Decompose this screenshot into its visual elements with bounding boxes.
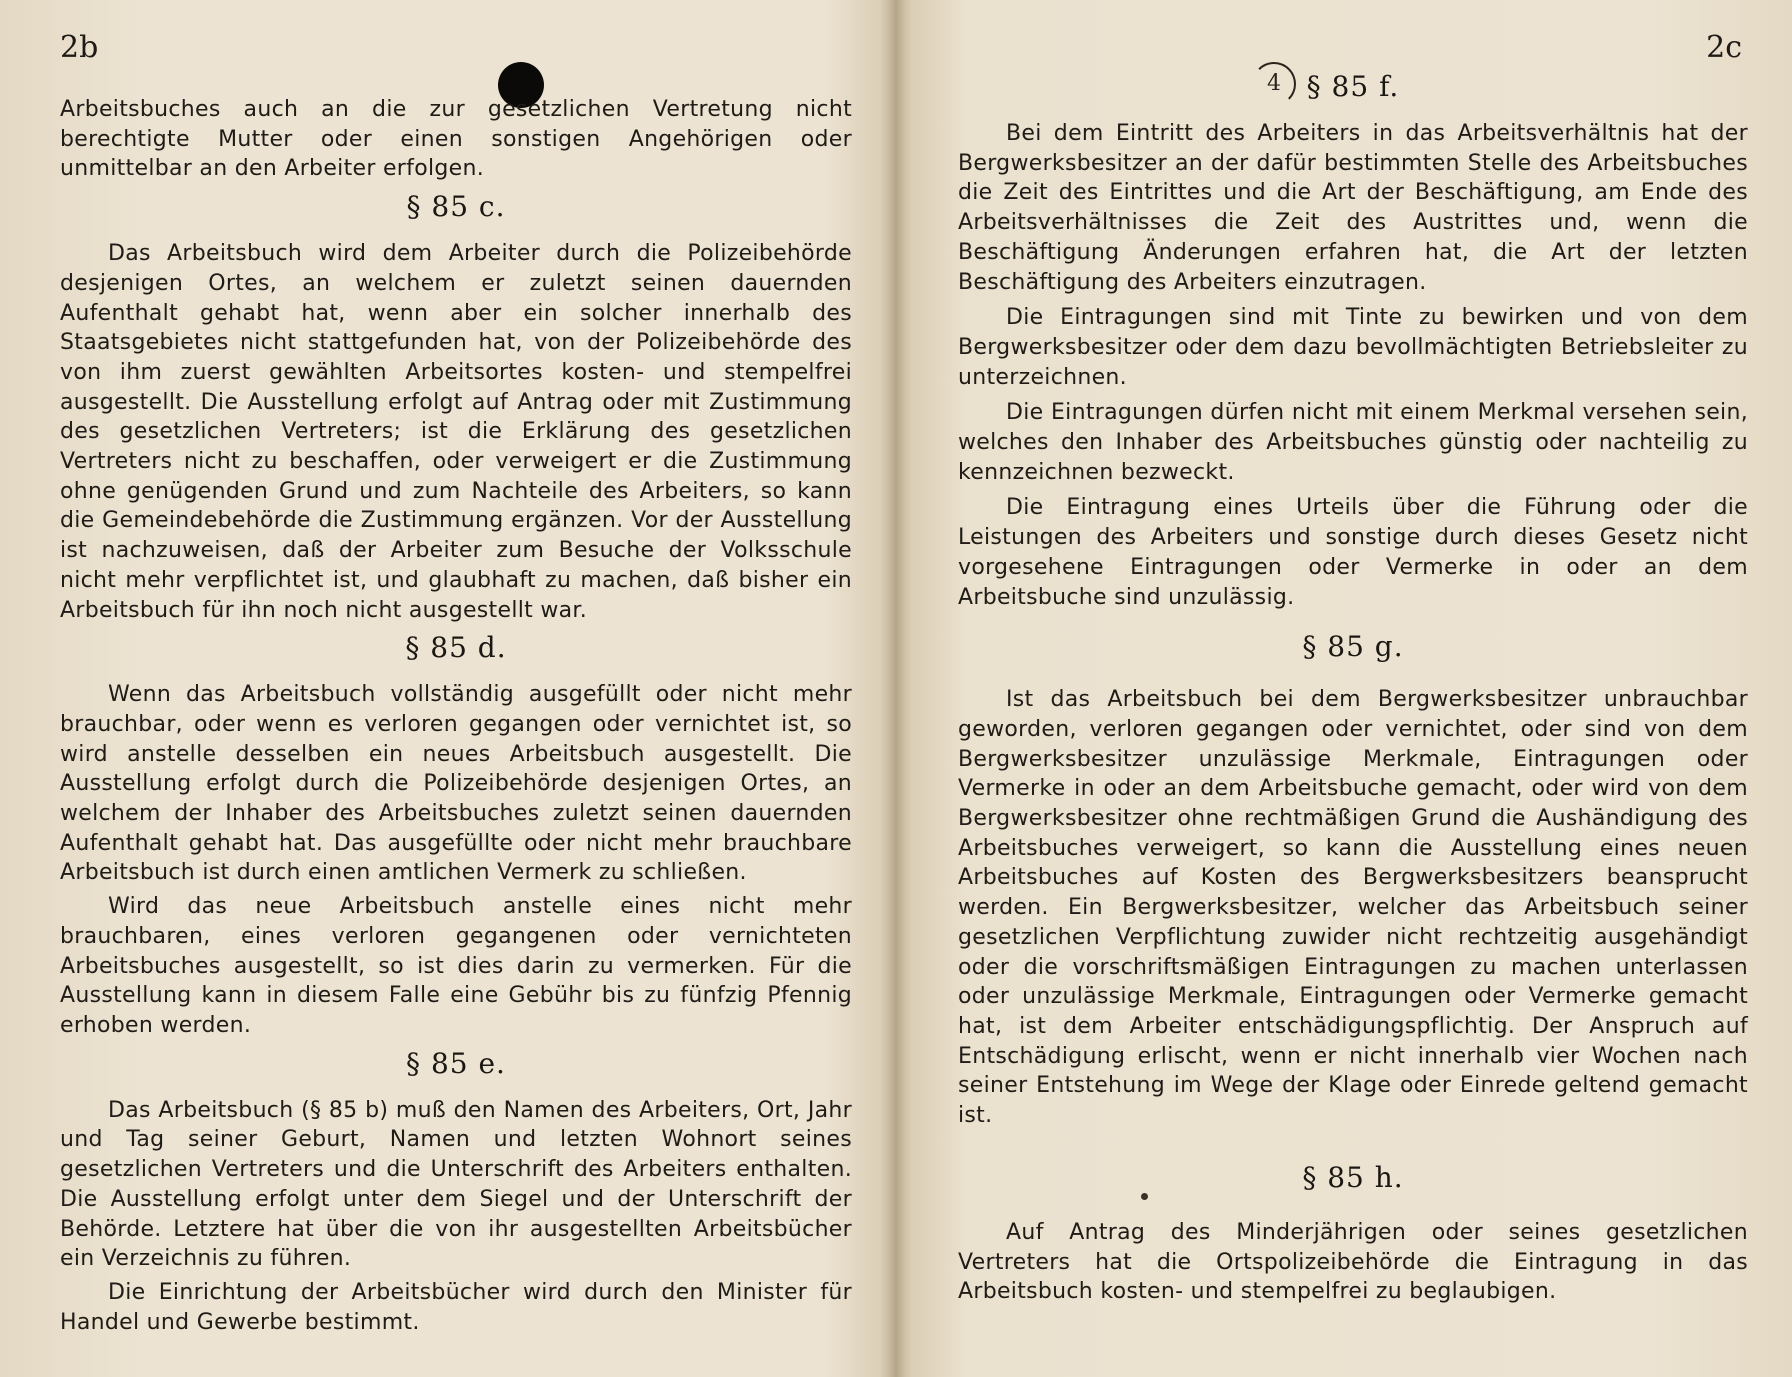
section-paragraph: Die Einrichtung der Arbeitsbücher wird durch den Minister für Handel und Gewerbe bestimmt.	[60, 1279, 852, 1335]
left-page-number: 2b	[60, 30, 99, 65]
right-page-number: 2c	[1706, 30, 1742, 65]
section-85d	[60, 631, 852, 1040]
ink-dot	[1141, 1193, 1148, 1200]
section-85f	[958, 70, 1748, 612]
right-page-body	[958, 70, 1748, 1307]
left-page-body	[60, 95, 852, 1337]
section-paragraph: Wird das neue Arbeitsbuch anstelle eines nicht mehr brauchbaren, eines verloren gegangenen oder vernichteten Arbeitsbuches ausgestellt, so ist dies darin zu vermerken. Für die Ausstellung kann in diesem Falle eine Gebühr bis zu fünfzig Pfennig erhoben werden.	[60, 894, 852, 1038]
section-heading: § 85 d.	[405, 631, 507, 665]
section-paragraph: Ist das Arbeitsbuch bei dem Bergwerksbesitzer unbrauchbar geworden, verloren gegangen oder vernichtet, oder sind von dem Bergwerksbesitzer unzulässige Merkmale, Eintragungen oder Vermerke in oder an dem Arbeitsbuche gemacht, oder wird von dem Bergwerksbesitzer ohne rechtmäßigen Grund die Aushändigung des Arbeitsbuches verweigert, so kann die Ausstellung eines neuen Arbeitsbuches auf Kosten des Bergwerksbesitzers beansprucht werden. Ein Bergwerksbesitzer, welcher das Arbeitsbuch seiner gesetzlichen Verpflichtung zuwider nicht rechtzeitig ausgehändigt oder die vorschriftsmäßigen Eintragungen zu machen unterlassen oder unzulässige Merkmale, Eintragungen oder Vermerke gemacht hat, ist dem Arbeiter entschädigungspflichtig. Der Anspruch auf Entschädigung erlischt, wenn er nicht innerhalb vier Wochen nach seiner Entstehung im Wege der Klage oder Einrede geltend gemacht ist.	[958, 687, 1748, 1129]
section-85h	[958, 1161, 1748, 1307]
section-85c	[60, 190, 852, 625]
section-paragraph: Bei dem Eintritt des Arbeiters in das Arbeitsverhältnis hat der Bergwerksbesitzer an der dafür bestimmten Stelle des Arbeitsbuches die Zeit des Eintrittes und die Art der Beschäftigung, am Ende des Arbeitsverhältnisses die Zeit des Austrittes und, wenn die Beschäftigung Änderungen erfahren hat, die Art der letzten Beschäftigung des Arbeiters einzutragen.	[958, 121, 1748, 295]
section-paragraph: Die Eintragungen dürfen nicht mit einem Merkmal versehen sein, welches den Inhaber des Arbeitsbuches günstig oder nachteilig zu kennzeichnen bezweckt.	[958, 400, 1748, 485]
right-page	[896, 0, 1792, 1377]
section-heading: § 85 f.	[1306, 70, 1400, 103]
page-stamp: 4	[1252, 62, 1296, 106]
continuation-paragraph: Arbeitsbuches auch an die zur gesetzlichen Vertretung nicht berechtigte Mutter oder einen sonstigen Angehörigen oder unmittelbar an den Arbeiter erfolgen.	[60, 97, 852, 182]
section-paragraph: Wenn das Arbeitsbuch vollständig ausgefüllt oder nicht mehr brauchbar, oder wenn es verloren gegangen oder vernichtet ist, so wird anstelle desselben ein neues Arbeitsbuch ausgestellt. Die Ausstellung erfolgt durch die Polizeibehörde desjenigen Ortes, an welchem der Inhaber des Arbeitsbuches zuletzt seinen dauernden Aufenthalt gehabt hat. Das ausgefüllte oder nicht mehr brauchbare Arbeitsbuch ist durch einen amtlichen Vermerk zu schließen.	[60, 682, 852, 886]
section-heading: § 85 c.	[406, 190, 506, 224]
section-paragraph: Das Arbeitsbuch (§ 85 b) muß den Namen des Arbeiters, Ort, Jahr und Tag seiner Geburt, Namen und letzten Wohnort seines gesetzlichen Vertreters und die Unterschrift des Arbeiters enthalten. Die Ausstellung erfolgt unter dem Siegel und der Unterschrift der Behörde. Letztere hat über die von ihr ausgestellten Arbeitsbücher ein Verzeichnis zu führen.	[60, 1097, 852, 1272]
section-heading: § 85 e.	[406, 1046, 506, 1080]
section-paragraph: Das Arbeitsbuch wird dem Arbeiter durch die Polizeibehörde desjenigen Ortes, an welchem er zuletzt seinen dauernden Aufenthalt gehabt hat, wenn aber ein solcher innerhalb des Staatsgebietes nicht stattgefunden hat, von der Polizeibehörde des von ihm zuerst gewählten Arbeitsortes kosten- und stempelfrei ausgestellt. Die Ausstellung erfolgt auf Antrag oder mit Zustimmung des gesetzlichen Vertreters; ist die Erklärung des gesetzlichen Vertreters nicht zu beschaffen, oder verweigert er die Zustimmung ohne genügenden Grund und zum Nachteile des Arbeiters, so kann die Gemeindebehörde die Zustimmung ergänzen. Vor der Ausstellung ist nachzuweisen, daß der Arbeiter zum Besuche der Volksschule nicht mehr verpflichtet ist, und glaubhaft zu machen, daß bisher ein Arbeitsbuch für ihn noch nicht ausgestellt war.	[60, 241, 852, 623]
section-paragraph: Die Eintragung eines Urteils über die Führung oder die Leistungen des Arbeiters und sonstige durch dieses Gesetz nicht vorgesehene Eintragungen oder Vermerke in oder an dem Arbeitsbuche sind unzulässig.	[958, 495, 1748, 610]
section-85g	[958, 630, 1748, 1131]
section-paragraph: Die Eintragungen sind mit Tinte zu bewirken und von dem Bergwerksbesitzer oder dem dazu bevollmächtigten Betriebsleiter zu unterzeichnen.	[958, 305, 1748, 390]
section-paragraph: Auf Antrag des Minderjährigen oder seines gesetzlichen Vertreters hat die Ortspolizeibehörde die Eintragung in das Arbeitsbuch kosten- und stempelfrei zu beglaubigen.	[958, 1219, 1748, 1305]
section-heading: § 85 h.	[1302, 1160, 1404, 1194]
section-heading: § 85 g.	[1302, 630, 1404, 664]
section-85e	[60, 1047, 852, 1338]
